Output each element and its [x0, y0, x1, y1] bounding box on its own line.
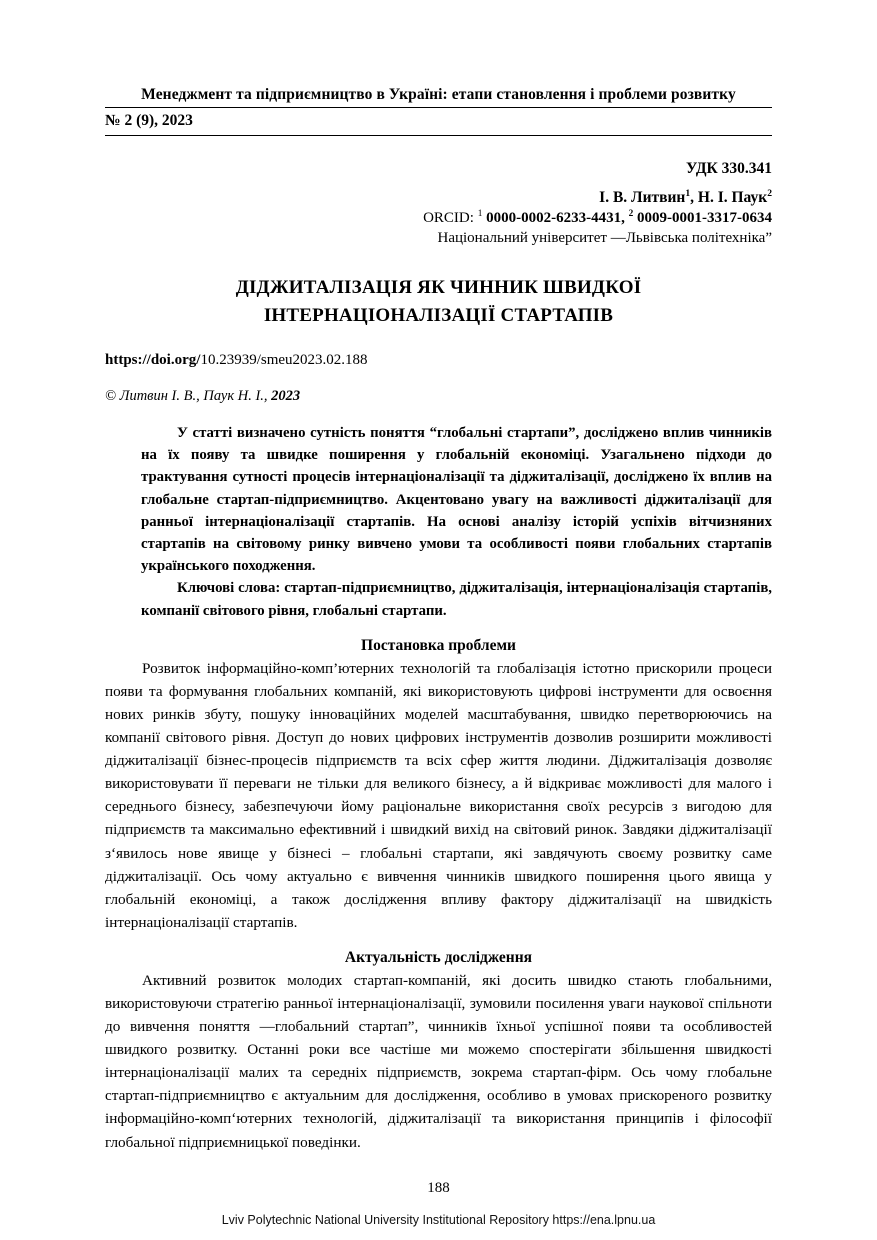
doi-line — [105, 352, 772, 369]
section-body-problem-statement: Розвиток інформаційно-комп’ютерних технологій та глобалізація істотно прискорили процеси появи та формування глобальних компаній, які використовують цифрові інструменти для освоєння нових ринків збуту, пошуку інноваційних моделей масштабування, швидко перетворюючись на компанії світового рівня. Доступ до нових цифрових інструментів дозволив розширити можливості діджиталізації бізнес-процесів підприємств та всіх сфер життя людини. Діджиталізація дозволяє використовувати її переваги не тільки для великого бізнесу, а й відкриває можливості для малого і середнього бізнесу, забезпечуючи йому раціональне використання своїх ресурсів з вигодою для підприємств та максимально ефективний і швидкий вихід на світовий ринок. Завдяки діджиталізації з‘явилось нове явище у бізнесі – глобальні стартапи, які завдячують своєму розвитку саме діджиталізації. Ось чому актуально є вивчення чинників швидкого поширення цього явища у глобальній економіці, а також дослідження впливу фактору діджиталізації на швидкість інтернаціоналізації стартапів. — [105, 659, 772, 931]
paper-title-line-1: ДІДЖИТАЛІЗАЦІЯ ЯК ЧИННИК ШВИДКОЇ — [235, 277, 642, 298]
keywords-label: Ключові слова: — [177, 580, 281, 597]
page-number: 188 — [427, 1179, 450, 1196]
section-heading-problem-statement: Постановка проблеми — [361, 636, 516, 654]
journal-title: Менеджмент та підприємництво в Україні: етапи становлення і проблеми розвитку — [105, 86, 772, 108]
authors-separator: , — [690, 189, 698, 206]
keywords-paragraph — [141, 577, 772, 621]
section-heading-research-relevance: Актуальність дослідження — [344, 948, 533, 966]
author-2-superscript: 2 — [767, 187, 772, 199]
doi-link-path[interactable]: 10.23939/smeu2023.02.188 — [200, 352, 368, 369]
doi-link-prefix[interactable]: https://doi.org/ — [105, 352, 201, 369]
orcid-superscript-2: 2 — [628, 209, 634, 219]
author-1: І. В. Литвин — [599, 189, 686, 206]
author-1-superscript: 1 — [685, 187, 691, 199]
abstract-paragraph: У статті визначено сутність поняття “глобальні стартапи”, досліджено вплив чинників на їх появу та швидке поширення у глобальній економіці. Узагальнено підходи до трактування сутності процесів інтернаціоналізації та діджиталізації, досліджено їх вплив на глобальне стартап-підприємництво. Акцентовано увагу на важливості діджиталізації для ранньої інтернаціоналізації стартапів. На основі аналізу історій успіхів вітчизняних стартапів на світовому ринку вивчено умови та особливості появи глобальних стартапів українського походження. — [141, 425, 772, 575]
udk-code: УДК 330.341 — [686, 160, 772, 177]
orcid-line — [105, 210, 772, 227]
repository-footer: Lviv Polytechnic National University Institutional Repository https://ena.lpnu.ua — [221, 1212, 656, 1227]
copyright-line — [105, 388, 772, 405]
orcid-id-2: 0009-0001-3317-0634 — [633, 210, 772, 226]
orcid-label: ORCID: — [423, 210, 478, 226]
orcid-superscript-1: 1 — [477, 209, 483, 219]
copyright-year: 2023 — [271, 388, 301, 405]
author-2: Н. І. Паук — [697, 189, 768, 206]
copyright-authors: © Литвин І. В., Паук Н. І., — [105, 388, 272, 405]
authors-line — [105, 189, 772, 207]
orcid-id-1: 0000-0002-6233-4431, — [482, 210, 629, 226]
affiliation: Національний університет —Львівська політехніка” — [437, 230, 772, 246]
paper-title — [105, 274, 772, 329]
journal-issue: № 2 (9), 2023 — [105, 108, 772, 136]
paper-title-line-2: ІНТЕРНАЦІОНАЛІЗАЦІЇ СТАРТАПІВ — [263, 304, 614, 326]
section-body-research-relevance: Активний розвиток молодих стартап-компаній, які досить швидко стають глобальними, використовуючи стратегію ранньої інтернаціоналізації, зумовили посилення уваги наукової спільноти до вивчення поняття —глобальний стартап”, чинників їхньої успішної появи та особливостей швидкого розвитку. Останні роки все частіше ми можемо спостерігати збільшення швидкості інтернаціоналізації малих та середніх підприємств, зокрема стартап-фірм. Ось чому глобальне стартап-підприємництво є актуальним для дослідження, особливо в умовах прискореного розвитку інформаційно-комп‘ютерних технологій, діджиталізації та використання принципів і філософії глобальної підприємницької поведінки. — [105, 971, 772, 1151]
keywords-list: стартап-підприємництво, діджиталізація, інтернаціоналізація стартапів, компанії світового рівня, глобальні стартапи. — [141, 580, 773, 619]
journal-header — [105, 86, 772, 136]
